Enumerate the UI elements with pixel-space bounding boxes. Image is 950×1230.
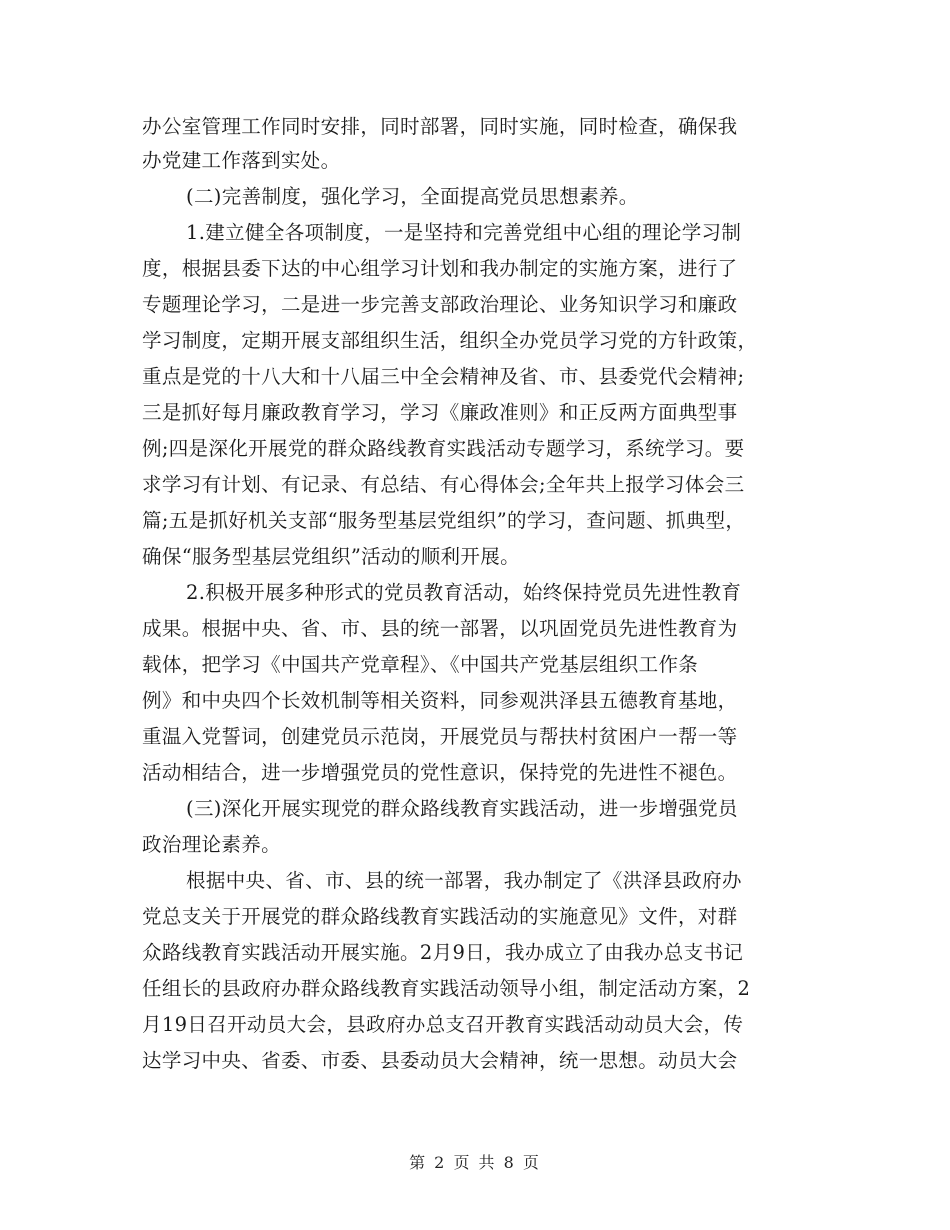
body-line: 求学习有计划、有记录、有总结、有心得体会;全年共上报学习体会三	[142, 473, 745, 496]
body-line: 例》和中央四个长效机制等相关资料，同参观洪泽县五德教育基地，	[142, 689, 738, 712]
body-line: 确保“服务型基层党组织”活动的顺利开展。	[142, 545, 520, 568]
body-line: 度，根据县委下达的中心组学习计划和我办制定的实施方案，进行了	[142, 257, 738, 280]
section-heading: 政治理论素养。	[142, 833, 281, 856]
body-line: 月19日召开动员大会，县政府办总支召开教育实践活动动员大会，传	[142, 1013, 744, 1036]
body-line: 办公室管理工作同时安排，同时部署，同时实施，同时检查，确保我	[142, 115, 738, 138]
page-number: 第 2 页 共 8 页	[409, 1153, 541, 1172]
body-line: 成果。根据中央、省、市、县的统一部署，以巩固党员先进性教育为	[142, 617, 738, 640]
body-line: 重点是党的十八大和十八届三中全会精神及省、市、县委党代会精神;	[142, 365, 745, 388]
section-heading: (二)完善制度，强化学习，全面提高党员思想素养。	[186, 185, 639, 208]
body-line: 达学习中央、省委、市委、县委动员大会精神，统一思想。动员大会	[142, 1049, 738, 1072]
body-line: 例;四是深化开展党的群众路线教育实践活动专题学习，系统学习。要	[142, 437, 745, 460]
body-line: 办党建工作落到实处。	[142, 149, 341, 172]
body-line: 三是抓好每月廉政教育学习，学习《廉政准则》和正反两方面典型事	[142, 401, 738, 424]
body-line: 活动相结合，进一步增强党员的党性意识，保持党的先进性不褪色。	[142, 761, 738, 784]
body-line: 根据中央、省、市、县的统一部署，我办制定了《洪泽县政府办	[186, 869, 742, 892]
body-line: 1.建立健全各项制度，一是坚持和完善党组中心组的理论学习制	[186, 221, 742, 244]
body-line: 党总支关于开展党的群众路线教育实践活动的实施意见》文件，对群	[142, 905, 738, 928]
section-heading: (三)深化开展实现党的群众路线教育实践活动，进一步增强党员	[186, 797, 738, 820]
body-line: 专题理论学习，二是进一步完善支部政治理论、业务知识学习和廉政	[142, 293, 738, 316]
body-line: 学习制度，定期开展支部组织生活，组织全办党员学习党的方针政策，	[142, 329, 758, 352]
body-line: 载体，把学习《中国共产党章程》、《中国共产党基层组织工作条	[142, 653, 699, 676]
body-line: 众路线教育实践活动开展实施。2月9日，我办成立了由我办总支书记	[142, 941, 744, 964]
body-line: 2.积极开展多种形式的党员教育活动，始终保持党员先进性教育	[186, 581, 742, 604]
body-line: 重温入党誓词，创建党员示范岗，开展党员与帮扶村贫困户一帮一等	[142, 725, 738, 748]
body-line: 篇;五是抓好机关支部“服务型基层党组织”的学习，查问题、抓典型，	[142, 509, 746, 532]
body-line: 任组长的县政府办群众路线教育实践活动领导小组，制定活动方案，2	[142, 977, 751, 1000]
